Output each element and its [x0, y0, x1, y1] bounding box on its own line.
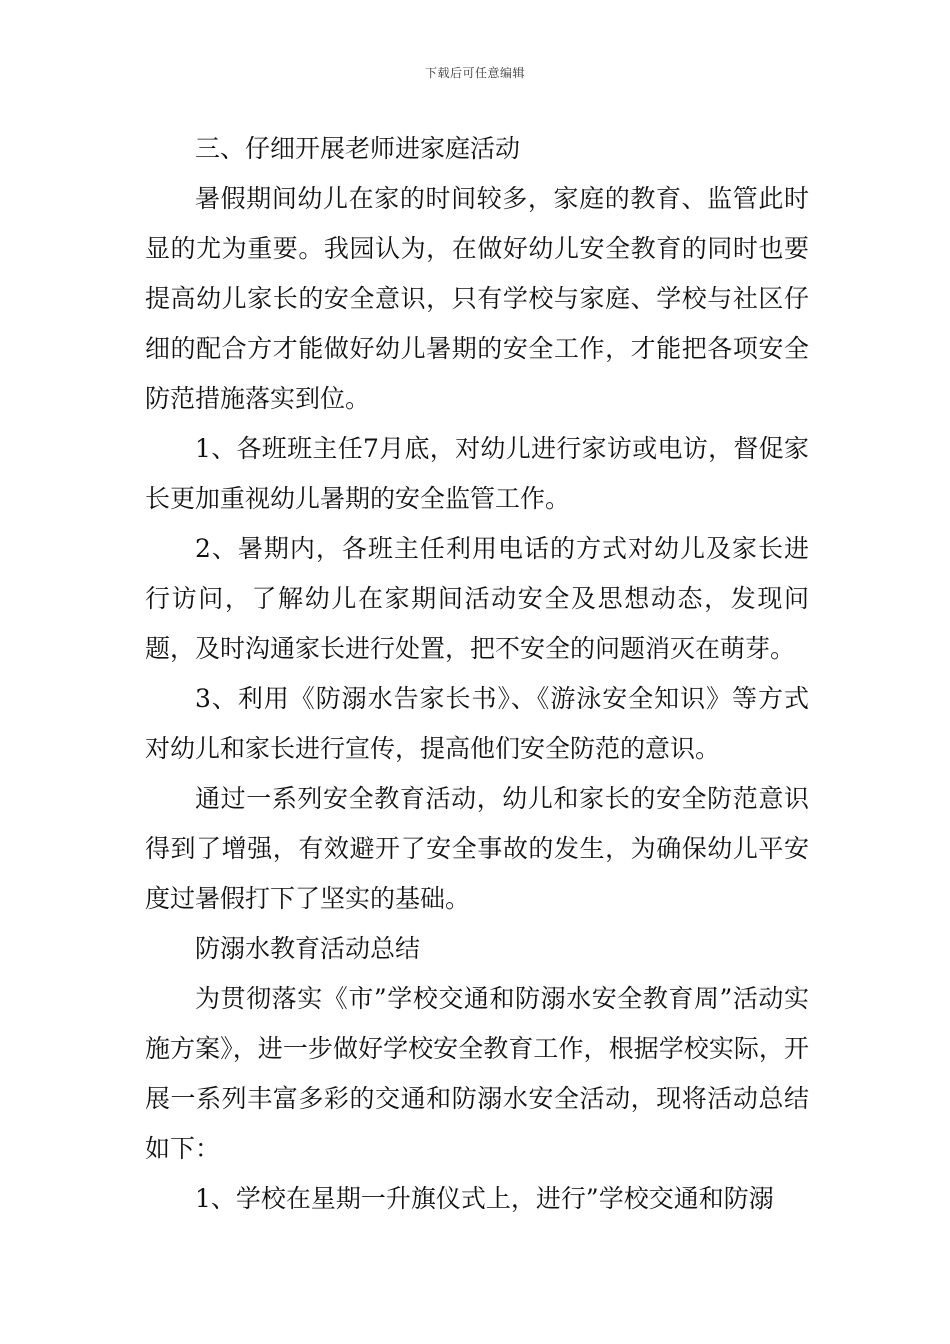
- paragraph-item-3-publicity: 3、利用《防溺水告家长书》、《游泳安全知识》等方式对幼儿和家长进行宣传，提高他们安全防范的意识。: [145, 684, 809, 763]
- paragraph-item-1-flag-ceremony: 1、学校在星期一升旗仪式上，进行”学校交通和防溺: [195, 1184, 774, 1213]
- header-note: 下载后可任意编辑: [424, 66, 525, 80]
- document-body: [145, 124, 809, 1224]
- paragraph-summer-home-supervision: 暑假期间幼儿在家的时间较多，家庭的教育、监管此时显的尤为重要。我园认为，在做好幼儿安全教育的同时也要提高幼儿家长的安全意识，只有学校与家庭、学校与社区仔细的配合方才能做好幼儿暑期的安全工作，才能把各项安全防范措施落实到位。: [145, 184, 809, 413]
- paragraph-item-1-home-visits: 1、各班班主任7月底，对幼儿进行家访或电访，督促家长更加重视幼儿暑期的安全监管工作。: [145, 434, 809, 513]
- paragraph-implementation-intro: 为贯彻落实《市”学校交通和防溺水安全教育周”活动实施方案》，进一步做好学校安全教育工作，根据学校实际，开展一系列丰富多彩的交通和防溺水安全活动，现将活动总结如下：: [145, 984, 809, 1163]
- section-heading-drowning-prevention-summary: 防溺水教育活动总结: [195, 934, 421, 963]
- paragraph-item-2-phone-visits: 2、暑期内，各班主任利用电话的方式对幼儿及家长进行访问，了解幼儿在家期间活动安全及思想动态，发现问题，及时沟通家长进行处置，把不安全的问题消灭在萌芽。: [145, 534, 809, 663]
- section-heading-home-visits: 三、仔细开展老师进家庭活动: [195, 134, 521, 163]
- paragraph-results: 通过一系列安全教育活动，幼儿和家长的安全防范意识得到了增强，有效避开了安全事故的发生，为确保幼儿平安度过暑假打下了坚实的基础。: [145, 784, 809, 913]
